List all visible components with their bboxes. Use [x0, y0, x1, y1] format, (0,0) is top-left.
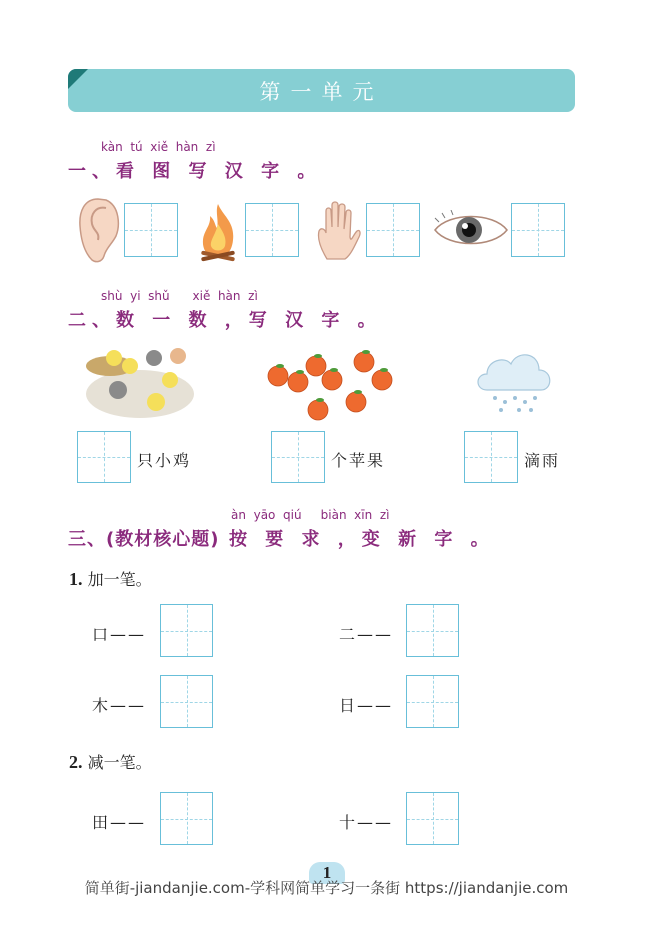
- raincloud-icon: [473, 342, 555, 414]
- section3-heading: 按 要 求 ，变 新 字 。: [229, 529, 495, 550]
- footer-watermark-text: 简单街-jiandanjie.com-学科网简单学习一条街 https://jiandanjie.com: [84, 879, 569, 897]
- q2-char-2: 十——: [339, 813, 394, 832]
- chicks-label: 只小鸡: [137, 451, 192, 470]
- q1-char-2: 二——: [339, 625, 394, 644]
- q1-char-3: 木——: [92, 696, 147, 715]
- q1-answer-box-3[interactable]: [160, 675, 213, 728]
- answer-box-eye[interactable]: [511, 203, 565, 257]
- section3-pinyin: àn yāo qiú biàn xīn zì: [231, 508, 390, 522]
- section3-heading-prefix: 三、(教材核心题): [68, 529, 220, 550]
- answer-box-ear[interactable]: [124, 203, 178, 257]
- question-2-text: 减一笔。: [87, 753, 152, 772]
- eye-icon: [433, 210, 509, 250]
- answer-box-rain[interactable]: [464, 431, 518, 483]
- chicks-icon: [84, 340, 196, 420]
- apples-icon: [264, 344, 398, 426]
- question-1: [69, 567, 152, 590]
- question-1-number: 1.: [69, 569, 83, 589]
- unit-banner: [68, 69, 575, 112]
- q1-char-1: 口——: [92, 625, 147, 644]
- answer-box-chicks[interactable]: [77, 431, 131, 483]
- q2-answer-box-2[interactable]: [406, 792, 459, 845]
- section1-pinyin: kàn tú xiě hàn zì: [101, 140, 216, 154]
- q2-char-1: 田——: [92, 813, 147, 832]
- question-2-number: 2.: [69, 752, 83, 772]
- rain-label: 滴雨: [524, 451, 561, 470]
- q1-answer-box-2[interactable]: [406, 604, 459, 657]
- section2-heading: 二、数 一 数 ，写 汉 字 。: [68, 310, 382, 331]
- hand-icon: [313, 199, 363, 263]
- page-number: 1: [309, 862, 345, 884]
- q1-answer-box-4[interactable]: [406, 675, 459, 728]
- q2-answer-box-1[interactable]: [160, 792, 213, 845]
- answer-box-hand[interactable]: [366, 203, 420, 257]
- banner-corner: [68, 69, 88, 89]
- ear-icon: [76, 196, 122, 264]
- unit-title: 第一单元: [259, 79, 384, 104]
- section1-heading: 一、看 图 写 汉 字 。: [68, 161, 322, 182]
- section2-pinyin: shù yi shǔ xiě hàn zì: [101, 289, 258, 303]
- apples-label: 个苹果: [331, 451, 386, 470]
- answer-box-apples[interactable]: [271, 431, 325, 483]
- answer-box-fire[interactable]: [245, 203, 299, 257]
- fire-icon: [195, 200, 241, 262]
- q1-answer-box-1[interactable]: [160, 604, 213, 657]
- q1-char-4: 日——: [339, 696, 394, 715]
- question-1-text: 加一笔。: [87, 570, 152, 589]
- question-2: [69, 750, 152, 773]
